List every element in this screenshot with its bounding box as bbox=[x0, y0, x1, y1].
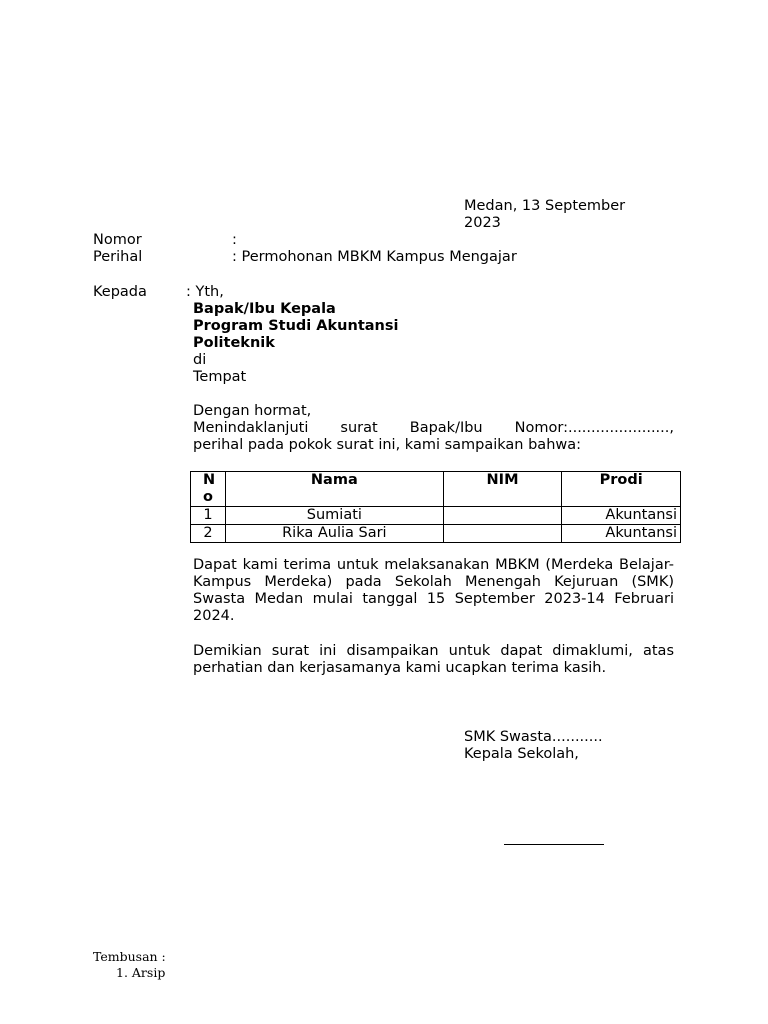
kepada-label: Kepada bbox=[93, 284, 147, 300]
nomor-value: : bbox=[232, 232, 237, 248]
header-no: No bbox=[191, 472, 226, 507]
tembusan-item: 1. Arsip bbox=[116, 965, 166, 980]
recipient-address bbox=[193, 301, 493, 386]
signature-block bbox=[464, 729, 603, 763]
yth-text: : Yth, bbox=[186, 284, 224, 300]
recipient-line-3: Politeknik bbox=[193, 335, 275, 351]
cell-no: 1 bbox=[191, 507, 226, 525]
cell-nim bbox=[443, 507, 561, 525]
perihal-label: Perihal bbox=[93, 249, 143, 265]
intro-line-2: perihal pada pokok surat ini, kami sampaikan bahwa: bbox=[193, 437, 582, 453]
cell-nama: Sumiati bbox=[225, 507, 443, 525]
recipient-line-5: Tempat bbox=[193, 369, 247, 385]
tembusan-label: Tembusan : bbox=[93, 949, 166, 964]
cell-prodi: Akuntansi bbox=[562, 525, 681, 543]
body-paragraph: Dapat kami terima untuk melaksanakan MBKM (Merdeka Belajar-Kampus Merdeka) pada Sekolah Menengah Kejuruan (SMK) Swasta Medan mulai tanggal 15 September 2023-14 Februari 2024. bbox=[193, 557, 674, 624]
student-table bbox=[190, 471, 681, 543]
cell-nim bbox=[443, 525, 561, 543]
recipient-line-4: di bbox=[193, 352, 207, 368]
header-nama: Nama bbox=[225, 472, 443, 507]
perihal-value: : Permohonan MBKM Kampus Mengajar bbox=[232, 249, 517, 265]
nomor-label: Nomor bbox=[93, 232, 142, 248]
table-row bbox=[191, 507, 681, 525]
intro-line-1: Menindaklanjuti surat Bapak/Ibu Nomor:......................, bbox=[193, 420, 674, 436]
cell-prodi: Akuntansi bbox=[562, 507, 681, 525]
header-prodi: Prodi bbox=[562, 472, 681, 507]
tembusan-block bbox=[93, 949, 166, 981]
recipient-line-1: Bapak/Ibu Kepala bbox=[193, 301, 336, 317]
cell-no: 2 bbox=[191, 525, 226, 543]
cell-nama: Rika Aulia Sari bbox=[225, 525, 443, 543]
signature-line bbox=[504, 844, 604, 845]
table-row bbox=[191, 525, 681, 543]
recipient-line-2: Program Studi Akuntansi bbox=[193, 318, 399, 334]
closing-paragraph: Demikian surat ini disampaikan untuk dapat dimaklumi, atas perhatian dan kerjasamanya kami ucapkan terima kasih. bbox=[193, 643, 674, 676]
signature-title: Kepala Sekolah, bbox=[464, 746, 579, 762]
letter-date: Medan, 13 September 2023 bbox=[464, 198, 626, 231]
header-nim: NIM bbox=[443, 472, 561, 507]
table-header-row bbox=[191, 472, 681, 507]
greeting: Dengan hormat, bbox=[193, 403, 312, 419]
signature-school: SMK Swasta........... bbox=[464, 729, 603, 745]
